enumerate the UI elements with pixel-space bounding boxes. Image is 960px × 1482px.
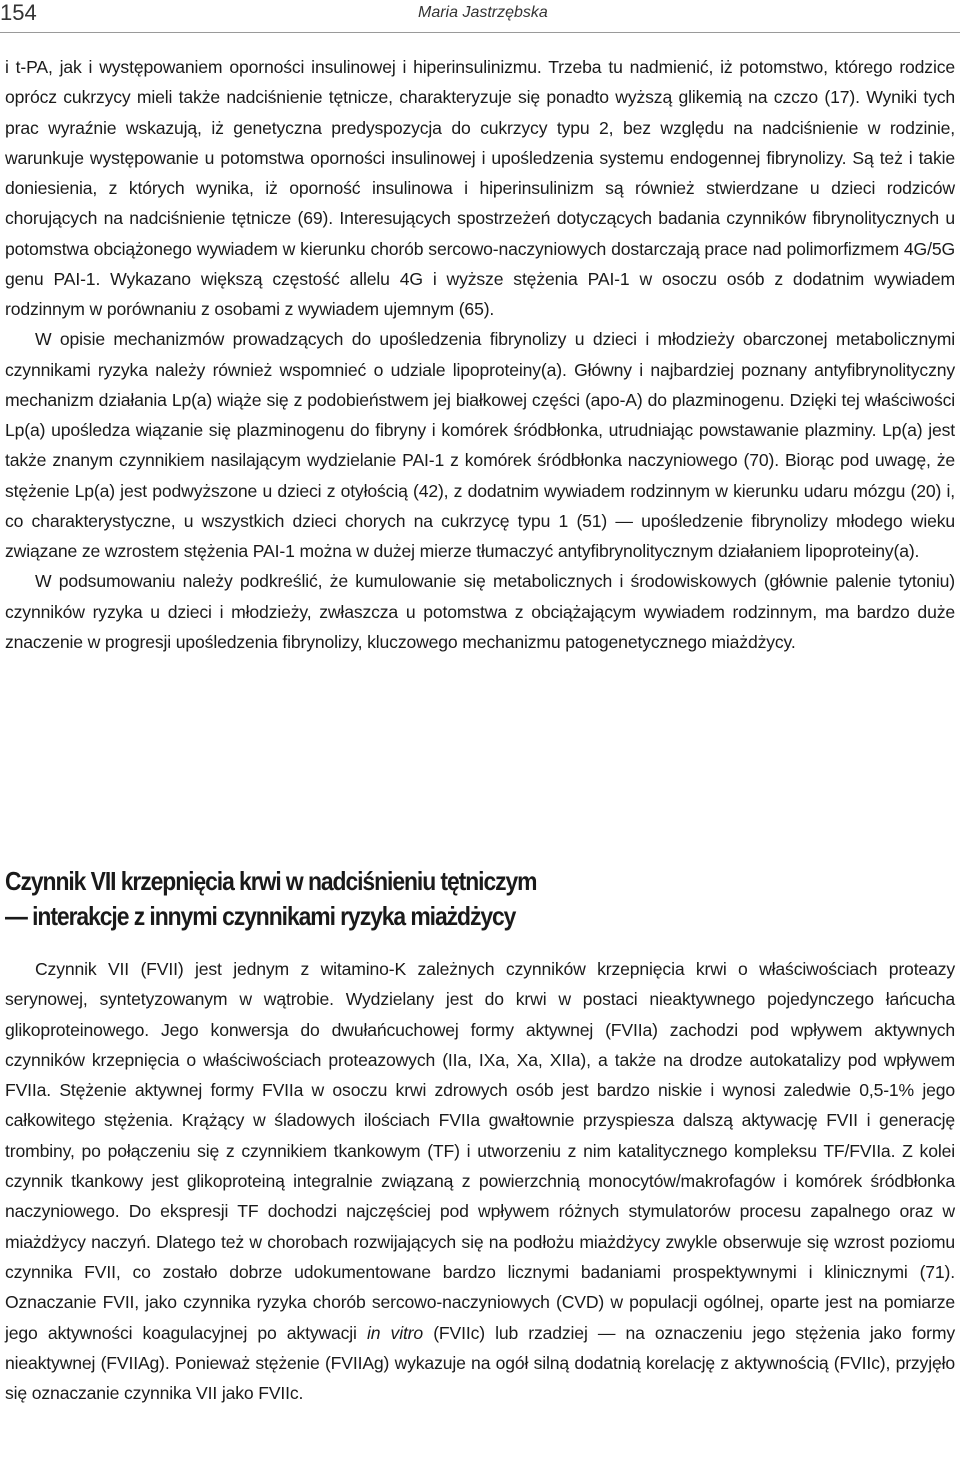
paragraph <box>5 954 955 1408</box>
text-run: (FVIIc) lub rzadziej — na oznaczeniu jego stężenia jako formy nieaktywnej (FVIIAg). Ponieważ stężenie (FVIIAg) wykazuje na ogół silną dodatnią korelację z aktywnością (FVIIc), przyjęło się oznaczanie czynnika VII jako FVIIc. <box>5 1322 955 1404</box>
paragraph: W podsumowaniu należy podkreślić, że kumulowanie się metabolicznych i środowiskowych (głównie palenie tytoniu) czynników ryzyka u dzieci i młodzieży, zwłaszcza u potomstwa z obciążającym wywiadem rodzinnym, ma bardzo duże znaczenie w progresji upośledzenia fibrynolizy, kluczowego mechanizmu patogenetycznego miażdżycy. <box>5 571 955 652</box>
running-header-author: Maria Jastrzębska <box>418 4 548 21</box>
italic-text: in vitro <box>366 1322 424 1343</box>
header-rule <box>0 32 960 33</box>
running-header <box>0 0 960 30</box>
section-text <box>5 954 955 1408</box>
paragraph: i t-PA, jak i występowaniem oporności insulinowej i hiperinsulinizmu. Trzeba tu nadmienić, iż potomstwo, którego rodzice oprócz cukrzycy mieli także nadciśnienie tętnicze, charakteryzuje się ponadto wyższą glikemią na czczo (17). Wyniki tych prac wyraźnie wskazują, iż genetyczna predyspozycja do cukrzycy typu 2, bez względu na nadciśnienie w rodzinie, warunkuje występowanie u potomstwa oporności insulinowej i upośledzenia systemu endogennej fibrynolizy. Są też i takie doniesienia, z których wynika, iż oporność insulinowa i hiperinsulinizm są również stwierdzane u dzieci rodziców chorujących na nadciśnienie tętnicze (69). Interesujących spostrzeżeń dotyczących badania czynników fibrynolitycznych u potomstwa obciążonego wywiadem w kierunku chorób sercowo-naczyniowych dostarczają prace nad polimorfizmem 4G/5G genu PAI-1. Wykazano większą częstość allelu 4G i wyższe stężenia PAI-1 w osoczu osób z dodatnim wywiadem rodzinnym w porównaniu z osobami z wywiadem ujemnym (65). <box>5 57 955 319</box>
section-heading-line: Czynnik VII krzepnięcia krwi w nadciśnieniu tętniczym <box>5 866 537 896</box>
section-heading-line: — interakcje z innymi czynnikami ryzyka miażdżycy <box>5 901 516 931</box>
page-number: 154 <box>0 0 37 25</box>
text-run: Czynnik VII (FVII) jest jednym z witamino-K zależnych czynników krzepnięcia krwi o właściwościach proteazy serynowej, syntetyzowanym w wątrobie. Wydzielany jest do krwi w postaci nieaktywnego pojedynczego łańcucha glikoproteinowego. Jego konwersja do dwułańcuchowej formy aktywnej (FVIIa) zachodzi pod wpływem aktywnych czynników krzepnięcia o właściwościach proteazowych (IIa, IXa, Xa, XIIa), a także na drodze autokatalizy pod wpływem FVIIa. Stężenie aktywnej formy FVIIa w osoczu krwi zdrowych osób jest bardzo niskie i wynosi zaledwie 0,5-1% jego całkowitego stężenia. Krążący w śladowych ilościach FVIIa gwałtownie przyspiesza dalszą aktywację FVII i generację trombiny, po połączeniu się z czynnikiem tkankowym (TF) i utworzeniu z nim katalitycznego kompleksu TF/FVIIa. Z kolei czynnik tkankowy jest glikoproteiną integralnie związaną z powierzchnią monocytów/makrofagów i komórek śródbłonka naczyniowego. Do ekspresji TF dochodzi najczęściej pod wpływem różnych stymulatorów procesu zapalnego oraz w miażdżycy naczyń. Dlatego też w chorobach rozwijających się na podłożu miażdżycy zwykle obserwuje się wzrost poziomu czynnika FVII, co zostało dobrze udokumentowane bardzo licznymi badaniami prospektywnymi i klinicznymi (71). Oznaczanie FVII, jako czynnika ryzyka chorób sercowo-naczyniowych (CVD) w populacji ogólnej, oparte jest na pomiarze jego aktywności koagulacyjnej po aktywacji <box>5 959 955 1343</box>
paragraph: W opisie mechanizmów prowadzących do upośledzenia fibrynolizy u dzieci i młodzieży obarczonej metabolicznymi czynnikami ryzyka należy również wspomnieć o udziale lipoproteiny(a). Główny i najbardziej poznany antyfibrynolityczny mechanizm działania Lp(a) wiąże się z podobieństwem jej białkowej części (apo-A) do plazminogenu. Dzięki tej właściwości Lp(a) upośledza wiązanie się plazminogenu do fibryny i komórek śródbłonka, utrudniając powstawanie plazminy. Lp(a) jest także znanym czynnikiem nasilającym wydzielanie PAI-1 z komórek śródbłonka naczyniowego (70). Biorąc pod uwagę, że stężenie Lp(a) jest podwyższone u dzieci z otyłością (42), z dodatnim wywiadem rodzinnym w kierunku udaru mózgu (20) i, co charakterystyczne, u wszystkich dzieci chorych na cukrzycę typu 1 (51) — upośledzenie fibrynolizy młodego wieku związane ze wzrostem stężenia PAI-1 można w dużej mierze tłumaczyć antyfibrynolitycznym działaniem lipoproteiny(a). <box>5 329 955 561</box>
body-text <box>5 52 955 657</box>
section-heading <box>5 864 841 934</box>
